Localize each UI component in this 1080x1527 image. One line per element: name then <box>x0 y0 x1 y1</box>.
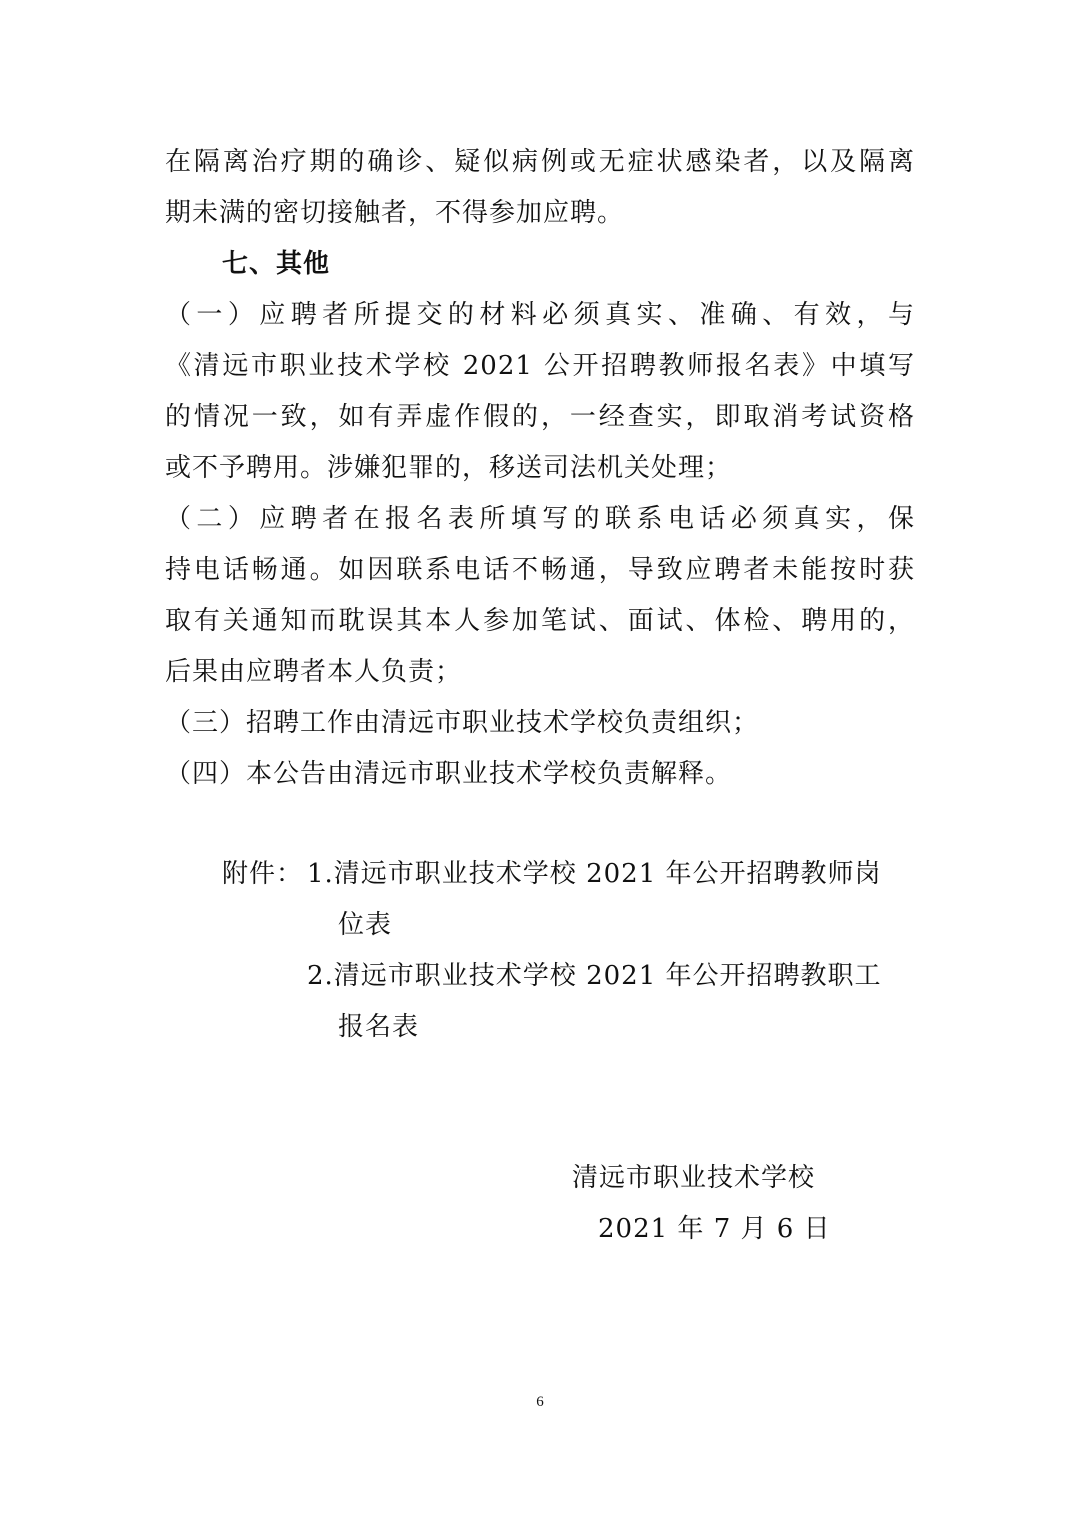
paragraph-line: （二）应聘者在报名表所填写的联系电话必须真实，保 <box>165 504 915 534</box>
paragraph-line: 后果由应聘者本人负责； <box>165 657 463 687</box>
paragraph-line: 的情况一致，如有弄虚作假的，一经查实，即取消考试资格 <box>165 402 915 432</box>
paragraph-line: 取有关通知而耽误其本人参加笔试、面试、体检、聘用的， <box>165 606 915 636</box>
section-heading: 七、其他 <box>222 249 331 279</box>
attachment-item: 2.清远市职业技术学校 2021 年公开招聘教职工 <box>307 961 882 991</box>
attachment-item-continued: 位表 <box>338 910 393 940</box>
paragraph-line: 或不予聘用。涉嫌犯罪的，移送司法机关处理； <box>165 453 733 483</box>
signature-organization: 清远市职业技术学校 <box>572 1163 816 1193</box>
paragraph-line: 期未满的密切接触者，不得参加应聘。 <box>165 198 625 228</box>
attachment-item-continued: 报名表 <box>338 1012 420 1042</box>
attachments-label: 附件： <box>222 859 304 889</box>
paragraph-line: （一）应聘者所提交的材料必须真实、准确、有效，与 <box>165 300 915 330</box>
paragraph-line: （四）本公告由清远市职业技术学校负责解释。 <box>165 759 733 789</box>
paragraph-line: 在隔离治疗期的确诊、疑似病例或无症状感染者，以及隔离 <box>165 147 915 177</box>
signature-date: 2021 年 7 月 6 日 <box>598 1214 831 1244</box>
page-number: 6 <box>536 1394 544 1410</box>
attachment-item: 1.清远市职业技术学校 2021 年公开招聘教师岗 <box>307 859 882 889</box>
paragraph-line: 持电话畅通。如因联系电话不畅通，导致应聘者未能按时获 <box>165 555 915 585</box>
paragraph-line: （三）招聘工作由清远市职业技术学校负责组织； <box>165 708 760 738</box>
paragraph-line: 《清远市职业技术学校 2021 公开招聘教师报名表》中填写 <box>165 351 915 381</box>
